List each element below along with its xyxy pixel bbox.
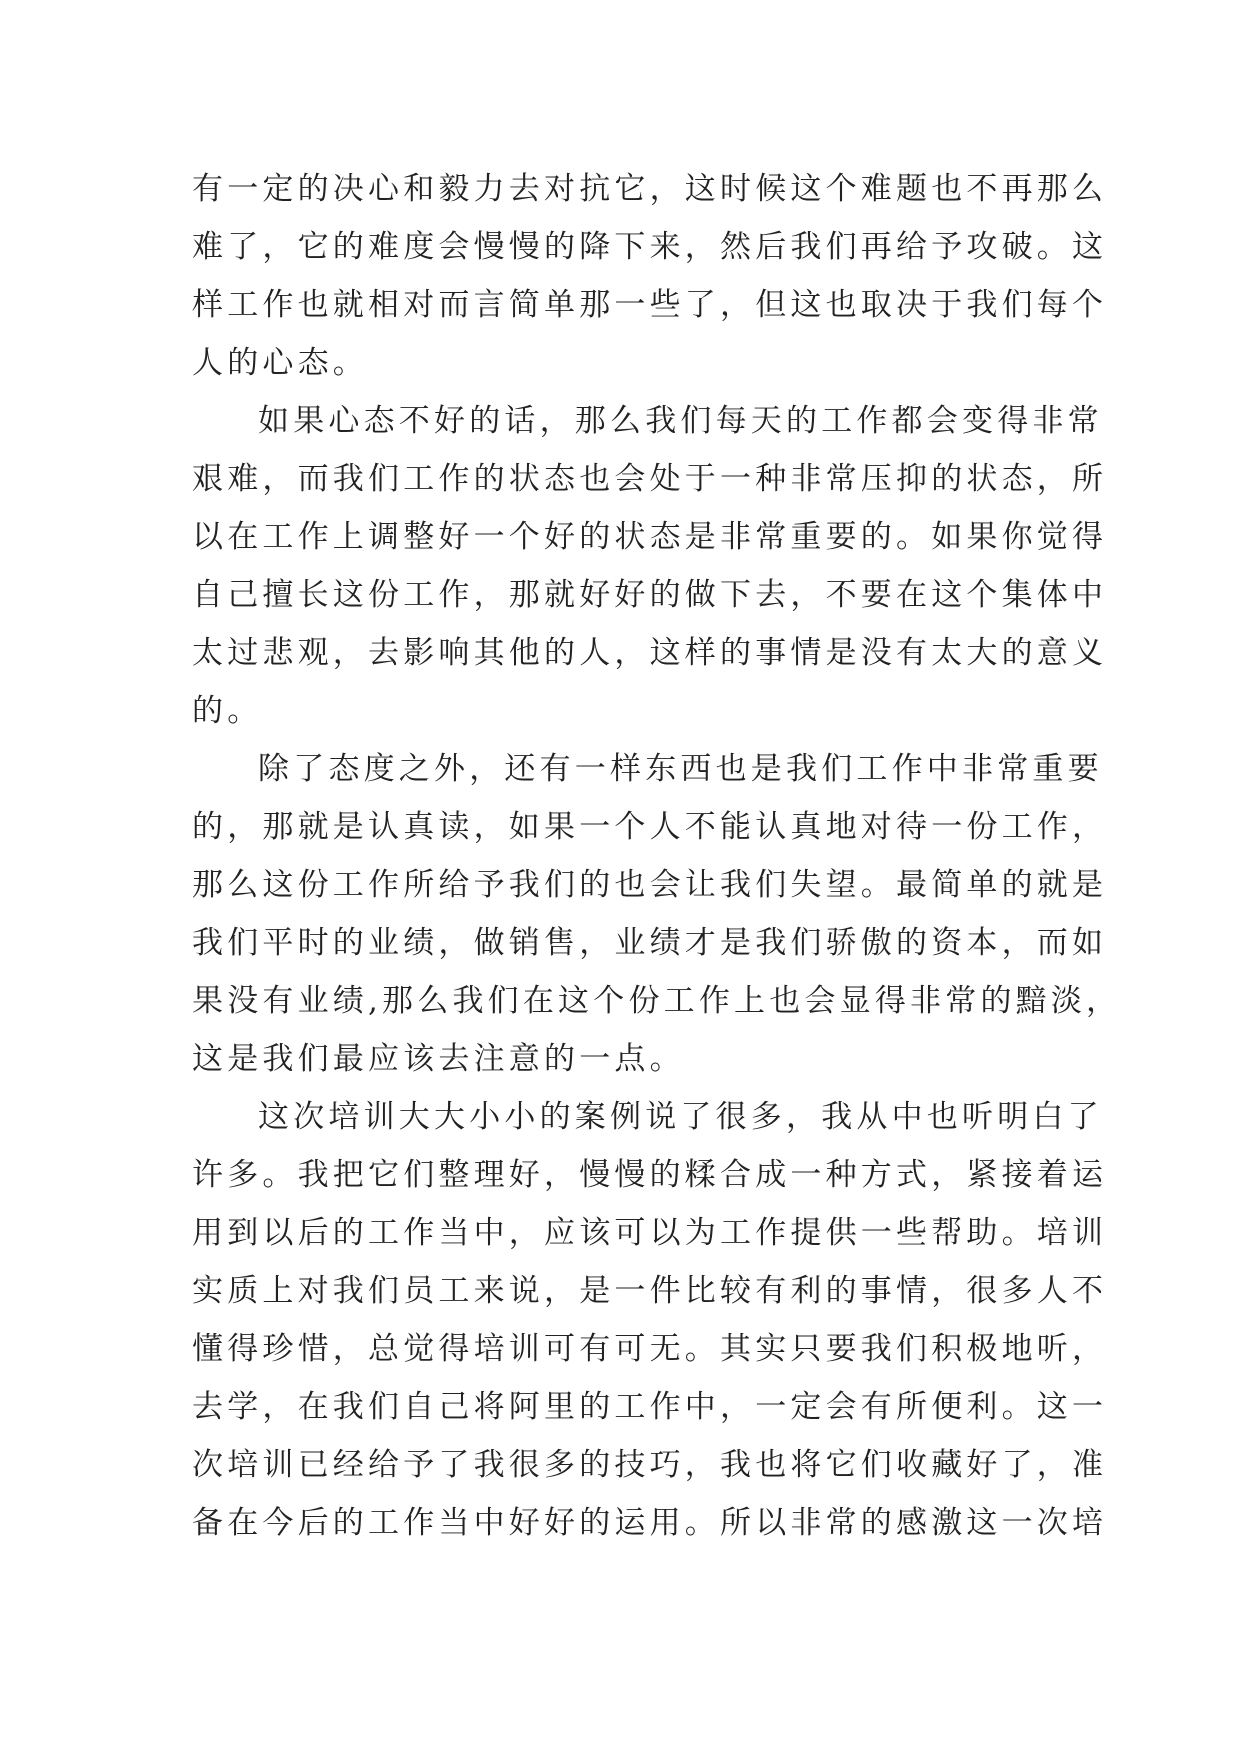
text-line: 实质上对我们员工来说，是一件比较有利的事情，很多人不: [192, 1273, 1108, 1309]
text-line: 许多。我把它们整理好，慢慢的糅合成一种方式，紧接着运: [192, 1157, 1108, 1193]
text-line: 人的心态。: [192, 345, 368, 381]
text-line: 次培训已经给予了我很多的技巧，我也将它们收藏好了，准: [192, 1447, 1108, 1483]
text-line: 备在今后的工作当中好好的运用。所以非常的感激这一次培: [192, 1505, 1108, 1541]
paragraph-1: [192, 160, 1108, 392]
text-line: 这是我们最应该去注意的一点。: [192, 1041, 685, 1077]
paragraph-3: [192, 740, 1122, 1088]
text-line: 除了态度之外，还有一样东西也是我们工作中非常重要: [258, 751, 1103, 787]
text-line: 这次培训大大小小的案例说了很多，我从中也听明白了: [258, 1099, 1103, 1135]
paragraph-4: [192, 1088, 1108, 1552]
text-line: 用到以后的工作当中，应该可以为工作提供一些帮助。培训: [192, 1215, 1108, 1251]
text-line: 有一定的决心和毅力去对抗它，这时候这个难题也不再那么: [192, 171, 1108, 207]
text-line: 懂得珍惜，总觉得培训可有可无。其实只要我们积极地听，: [192, 1331, 1108, 1367]
text-line: 自己擅长这份工作，那就好好的做下去，不要在这个集体中: [192, 577, 1108, 613]
text-line: 难了，它的难度会慢慢的降下来，然后我们再给予攻破。这: [192, 229, 1108, 265]
text-line: 果没有业绩,那么我们在这个份工作上也会显得非常的黯淡，: [192, 983, 1122, 1019]
text-line: 艰难，而我们工作的状态也会处于一种非常压抑的状态，所: [192, 461, 1108, 497]
text-line: 那么这份工作所给予我们的也会让我们失望。最简单的就是: [192, 867, 1108, 903]
text-line: 的。: [192, 693, 263, 729]
document-body: [192, 160, 1122, 1552]
text-line: 如果心态不好的话，那么我们每天的工作都会变得非常: [258, 403, 1103, 439]
text-line: 去学，在我们自己将阿里的工作中，一定会有所便利。这一: [192, 1389, 1108, 1425]
text-line: 我们平时的业绩，做销售，业绩才是我们骄傲的资本，而如: [192, 925, 1108, 961]
text-line: 太过悲观，去影响其他的人，这样的事情是没有太大的意义: [192, 635, 1108, 671]
paragraph-2: [192, 392, 1108, 740]
text-line: 的，那就是认真读，如果一个人不能认真地对待一份工作，: [192, 809, 1108, 845]
text-line: 样工作也就相对而言简单那一些了，但这也取决于我们每个: [192, 287, 1108, 323]
text-line: 以在工作上调整好一个好的状态是非常重要的。如果你觉得: [192, 519, 1108, 555]
